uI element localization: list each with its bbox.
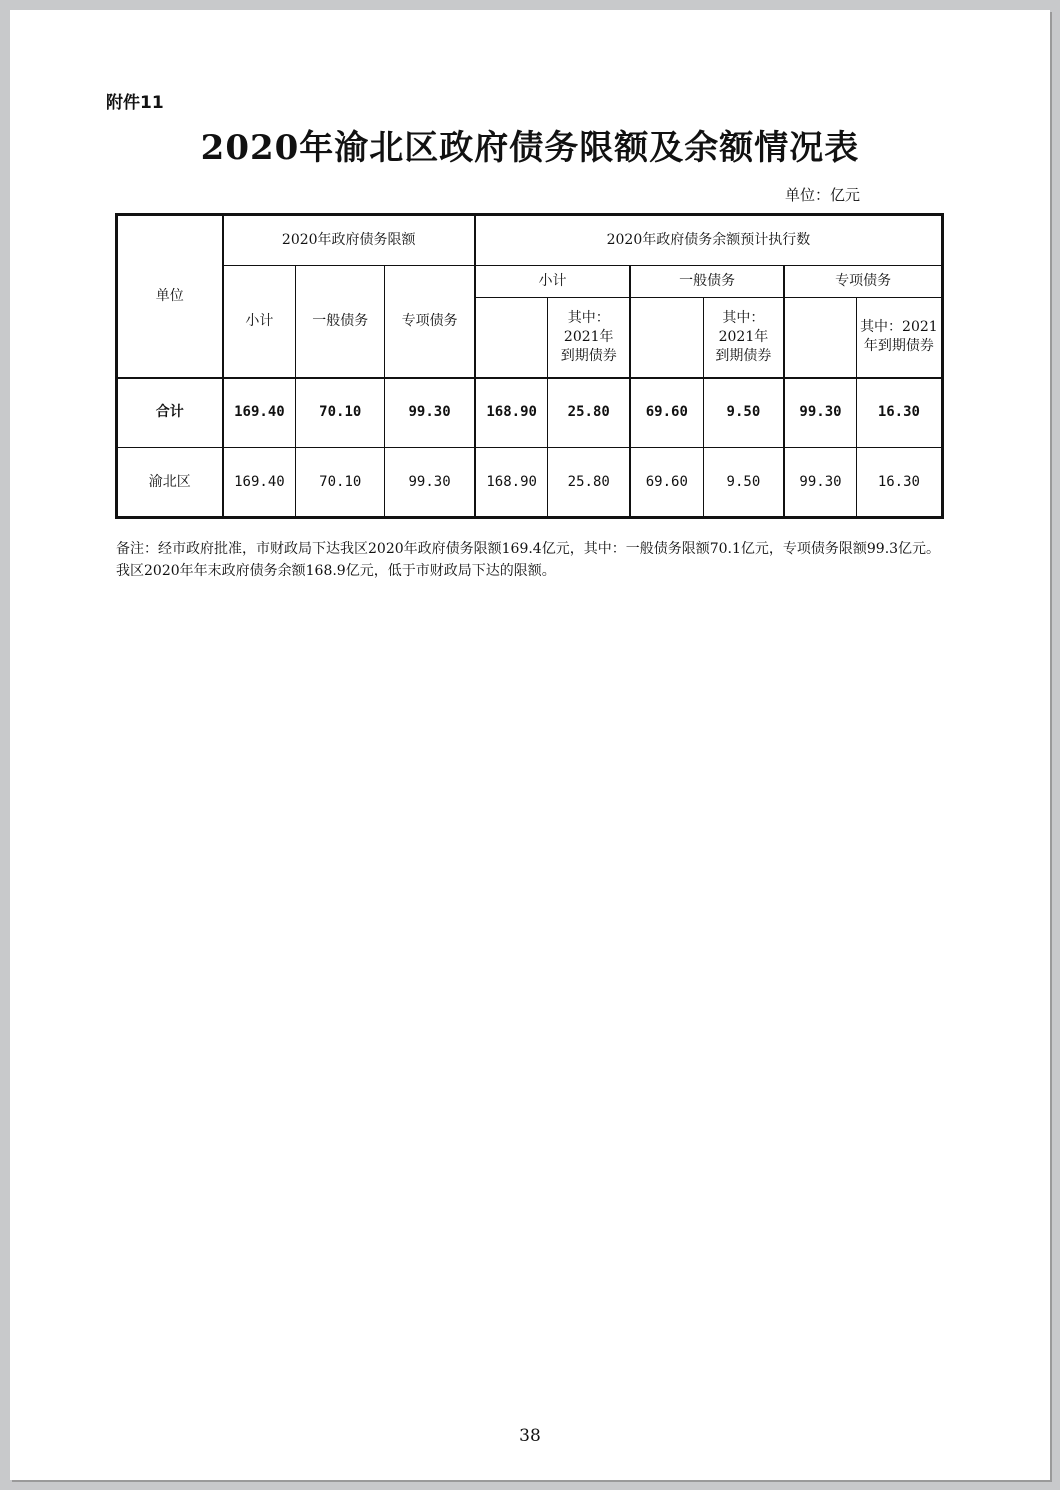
row-name: 合计 — [117, 378, 223, 448]
balance-total-cell: 168.90 — [475, 448, 548, 518]
table-row — [117, 378, 943, 448]
balance-general-2021-header: 其中：2021年到期债券 — [703, 298, 784, 378]
balance-special-2021-cell: 16.30 — [856, 448, 942, 518]
footnote: 备注：经市政府批准，市财政局下达我区2020年政府债务限额169.4亿元，其中：一般债务限额70.1亿元，专项债务限额99.3亿元。我区2020年年末政府债务余额168.9亿元，低于市财政局下达的限额。 — [116, 541, 941, 579]
balance-total-2021-cell: 25.80 — [548, 378, 630, 448]
balance-special-2021-cell: 16.30 — [856, 378, 942, 448]
document-page — [10, 10, 1050, 1480]
unit-label: 单位：亿元 — [784, 186, 860, 204]
limit-general-cell: 70.10 — [296, 378, 385, 448]
balance-subtotal-header: 小计 — [475, 266, 630, 298]
limit-general-header: 一般债务 — [296, 266, 385, 378]
limit-general-cell: 70.10 — [296, 448, 385, 518]
limit-total-cell: 169.40 — [223, 378, 296, 448]
attachment-label: 附件11 — [106, 93, 164, 113]
limit-subtotal-header: 小计 — [223, 266, 296, 378]
balance-general-2021-cell: 9.50 — [703, 378, 784, 448]
limit-special-cell: 99.30 — [385, 448, 475, 518]
balance-general-cell: 69.60 — [630, 378, 703, 448]
limit-special-header: 专项债务 — [385, 266, 475, 378]
balance-general-2021-cell: 9.50 — [703, 448, 784, 518]
balance-total-cell: 168.90 — [475, 378, 548, 448]
page-number: 38 — [519, 1426, 541, 1446]
row-name: 渝北区 — [117, 448, 223, 518]
balance-general-blank — [630, 298, 703, 378]
balance-group-header: 2020年政府债务余额预计执行数 — [475, 215, 943, 266]
debt-table — [115, 213, 944, 519]
limit-total-cell: 169.40 — [223, 448, 296, 518]
page-title: 2020年渝北区政府债务限额及余额情况表 — [200, 128, 860, 168]
balance-subtotal-blank — [475, 298, 548, 378]
balance-special-header: 专项债务 — [784, 266, 942, 298]
balance-special-2021-header: 其中：2021年到期债券 — [856, 298, 942, 378]
balance-special-cell: 99.30 — [784, 448, 856, 518]
unit-header: 单位 — [117, 215, 223, 378]
balance-subtotal-2021-header: 其中：2021年到期债券 — [548, 298, 630, 378]
balance-general-cell: 69.60 — [630, 448, 703, 518]
balance-special-cell: 99.30 — [784, 378, 856, 448]
table-row — [117, 448, 943, 518]
limit-special-cell: 99.30 — [385, 378, 475, 448]
limit-group-header: 2020年政府债务限额 — [223, 215, 475, 266]
balance-general-header: 一般债务 — [630, 266, 784, 298]
balance-total-2021-cell: 25.80 — [548, 448, 630, 518]
balance-special-blank — [784, 298, 856, 378]
